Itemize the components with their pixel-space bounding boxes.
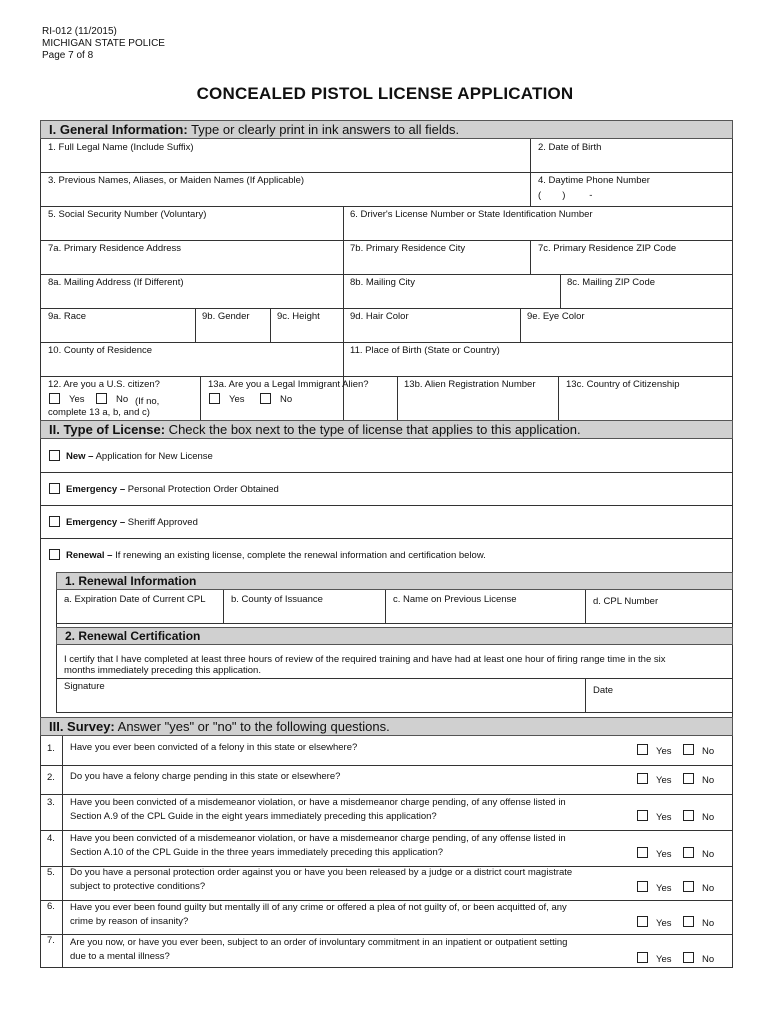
form-number: RI-012 (11/2015) — [42, 26, 117, 37]
ssn-label: 5. Social Security Number (Voluntary) — [48, 209, 207, 220]
form-header — [42, 26, 165, 62]
legal-immigrant-no-checkbox[interactable] — [260, 393, 271, 404]
county-residence-label: 10. County of Residence — [48, 345, 153, 356]
country-citizenship-label: 13c. Country of Citizenship — [566, 379, 680, 390]
section-survey-header — [40, 717, 733, 736]
legal-immigrant-yes-label: Yes — [229, 394, 245, 405]
q6-no-label: No — [702, 918, 715, 929]
section-3-heading: III. Survey: — [49, 719, 115, 734]
q6-yes-checkbox[interactable] — [637, 916, 648, 927]
us-citizen-label: 12. Are you a U.S. citizen? — [48, 379, 160, 390]
q1-yes-checkbox[interactable] — [637, 744, 648, 755]
q2-no-label: No — [702, 775, 715, 786]
q5-yes-checkbox[interactable] — [637, 881, 648, 892]
renewal-county-label: b. County of Issuance — [231, 594, 323, 605]
place-of-birth-label: 11. Place of Birth (State or Country) — [350, 345, 500, 356]
mailing-city-label: 8b. Mailing City — [350, 277, 415, 288]
section-2-instruction: Check the box next to the type of license that applies to this application. — [165, 422, 581, 437]
section-2-heading: II. Type of License: — [49, 422, 166, 437]
mailing-zip-label: 8c. Mailing ZIP Code — [567, 277, 656, 288]
page-title: CONCEALED PISTOL LICENSE APPLICATION — [196, 84, 574, 103]
license-new-option: New – Application for New License — [66, 451, 213, 462]
q7-yes-checkbox[interactable] — [637, 952, 648, 963]
height-label: 9c. Height — [277, 311, 320, 322]
page-number: Page 7 of 8 — [42, 50, 94, 61]
q4-no-checkbox[interactable] — [683, 847, 694, 858]
q6-yes-label: Yes — [656, 918, 672, 929]
section-general-information-header — [40, 120, 733, 139]
q6-no-checkbox[interactable] — [683, 916, 694, 927]
q4-yes-checkbox[interactable] — [637, 847, 648, 858]
q1-no-label: No — [702, 746, 715, 757]
us-citizen-if-no: (If no, — [135, 396, 160, 407]
certification-text-line-2: months immediately preceding this application. — [64, 665, 261, 676]
license-new-checkbox[interactable] — [49, 450, 60, 461]
renewal-certification-header: 2. Renewal Certification — [56, 627, 733, 645]
phone-format-mask: ( ) - — [538, 190, 593, 201]
section-3-instruction: Answer "yes" or "no" to the following questions. — [114, 719, 390, 734]
us-citizen-yes-checkbox[interactable] — [49, 393, 60, 404]
license-emergency-sheriff-option: Emergency – Sheriff Approved — [66, 517, 198, 528]
legal-immigrant-yes-checkbox[interactable] — [209, 393, 220, 404]
hair-color-label: 9d. Hair Color — [350, 311, 409, 322]
mailing-address-label: 8a. Mailing Address (If Different) — [48, 277, 184, 288]
us-citizen-no-checkbox[interactable] — [96, 393, 107, 404]
us-citizen-no-label: No — [116, 394, 129, 405]
primary-city-label: 7b. Primary Residence City — [350, 243, 466, 254]
question-number: 7. — [47, 935, 55, 946]
question-3-text: Have you been convicted of a misdemeanor violation, or have a misdemeanor charge pending, of any offense listed in Section A.9 of the CPL Guide in the eight years immediately preceding this application? — [70, 797, 566, 822]
q2-yes-label: Yes — [656, 775, 672, 786]
date-label: Date — [593, 685, 614, 696]
question-2-text: Do you have a felony charge pending in this state or elsewhere? — [70, 771, 341, 782]
q2-yes-checkbox[interactable] — [637, 773, 648, 784]
q3-yes-checkbox[interactable] — [637, 810, 648, 821]
q7-no-checkbox[interactable] — [683, 952, 694, 963]
q1-yes-label: Yes — [656, 746, 672, 757]
section-1-heading: I. General Information: — [49, 122, 188, 137]
primary-zip-label: 7c. Primary Residence ZIP Code — [538, 243, 677, 254]
certification-text-line-1: I certify that I have completed at least three hours of review of the required training and have had at least one hour of firing range time in the six — [64, 654, 666, 665]
license-renewal-checkbox[interactable] — [49, 549, 60, 560]
question-7-text: Are you now, or have you ever been, subject to an order of involuntary commitment in an inpatient or outpatient setting due to a mental illness? — [70, 937, 568, 962]
question-number: 5. — [47, 867, 55, 878]
drivers-license-label: 6. Driver's License Number or State Identification Number — [350, 209, 593, 220]
date-of-birth-label: 2. Date of Birth — [538, 142, 602, 153]
question-1-text: Have you ever been convicted of a felony in this state or elsewhere? — [70, 742, 358, 753]
q3-no-label: No — [702, 812, 715, 823]
question-number: 3. — [47, 797, 55, 808]
section-type-of-license-header — [40, 420, 733, 439]
agency-name: MICHIGAN STATE POLICE — [42, 38, 165, 49]
q7-no-label: No — [702, 954, 715, 965]
question-number: 6. — [47, 901, 55, 912]
q4-yes-label: Yes — [656, 849, 672, 860]
renewal-expiration-label: a. Expiration Date of Current CPL — [64, 594, 206, 605]
previous-names-label: 3. Previous Names, Aliases, or Maiden Names (If Applicable) — [48, 175, 305, 186]
renewal-previous-name-label: c. Name on Previous License — [393, 594, 517, 605]
question-number: 1. — [47, 743, 55, 754]
question-number: 2. — [47, 772, 55, 783]
legal-immigrant-no-label: No — [280, 394, 293, 405]
q2-no-checkbox[interactable] — [683, 773, 694, 784]
renewal-information-header: 1. Renewal Information — [56, 572, 733, 590]
license-renewal-option: Renewal – If renewing an existing license, complete the renewal information and certification below. — [66, 550, 486, 561]
license-emergency-sheriff-checkbox[interactable] — [49, 516, 60, 527]
question-4-text: Have you been convicted of a misdemeanor violation, or have a misdemeanor charge pending, of any offense listed in Section A.10 of the CPL Guide in the three years immediately preceding this application? — [70, 833, 566, 858]
question-6-text: Have you ever been found guilty but mentally ill of any crime or offered a plea of not guilty of, or been acquitted of, any crime by reason of insanity? — [70, 902, 567, 927]
license-emergency-ppo-checkbox[interactable] — [49, 483, 60, 494]
daytime-phone-label: 4. Daytime Phone Number — [538, 175, 650, 186]
q5-no-label: No — [702, 883, 715, 894]
q3-no-checkbox[interactable] — [683, 810, 694, 821]
legal-immigrant-label: 13a. Are you a Legal Immigrant Alien? — [208, 379, 369, 390]
us-citizen-yes-label: Yes — [69, 394, 85, 405]
q4-no-label: No — [702, 849, 715, 860]
us-citizen-note: complete 13 a, b, and c) — [48, 407, 150, 418]
q7-yes-label: Yes — [656, 954, 672, 965]
alien-registration-label: 13b. Alien Registration Number — [404, 379, 536, 390]
license-emergency-ppo-option: Emergency – Personal Protection Order Obtained — [66, 484, 279, 495]
primary-address-label: 7a. Primary Residence Address — [48, 243, 182, 254]
question-number: 4. — [47, 833, 55, 844]
renewal-cpl-number-label: d. CPL Number — [593, 596, 659, 607]
signature-label: Signature — [64, 681, 105, 692]
section-1-instruction: Type or clearly print in ink answers to all fields. — [187, 122, 460, 137]
q3-yes-label: Yes — [656, 812, 672, 823]
race-label: 9a. Race — [48, 311, 87, 322]
q5-no-checkbox[interactable] — [683, 881, 694, 892]
question-5-text: Do you have a personal protection order against you or have you been released by a judge or a district court magistrate subject to protective conditions? — [70, 867, 573, 892]
q5-yes-label: Yes — [656, 883, 672, 894]
full-legal-name-label: 1. Full Legal Name (Include Suffix) — [48, 142, 194, 153]
eye-color-label: 9e. Eye Color — [527, 311, 585, 322]
q1-no-checkbox[interactable] — [683, 744, 694, 755]
gender-label: 9b. Gender — [202, 311, 250, 322]
